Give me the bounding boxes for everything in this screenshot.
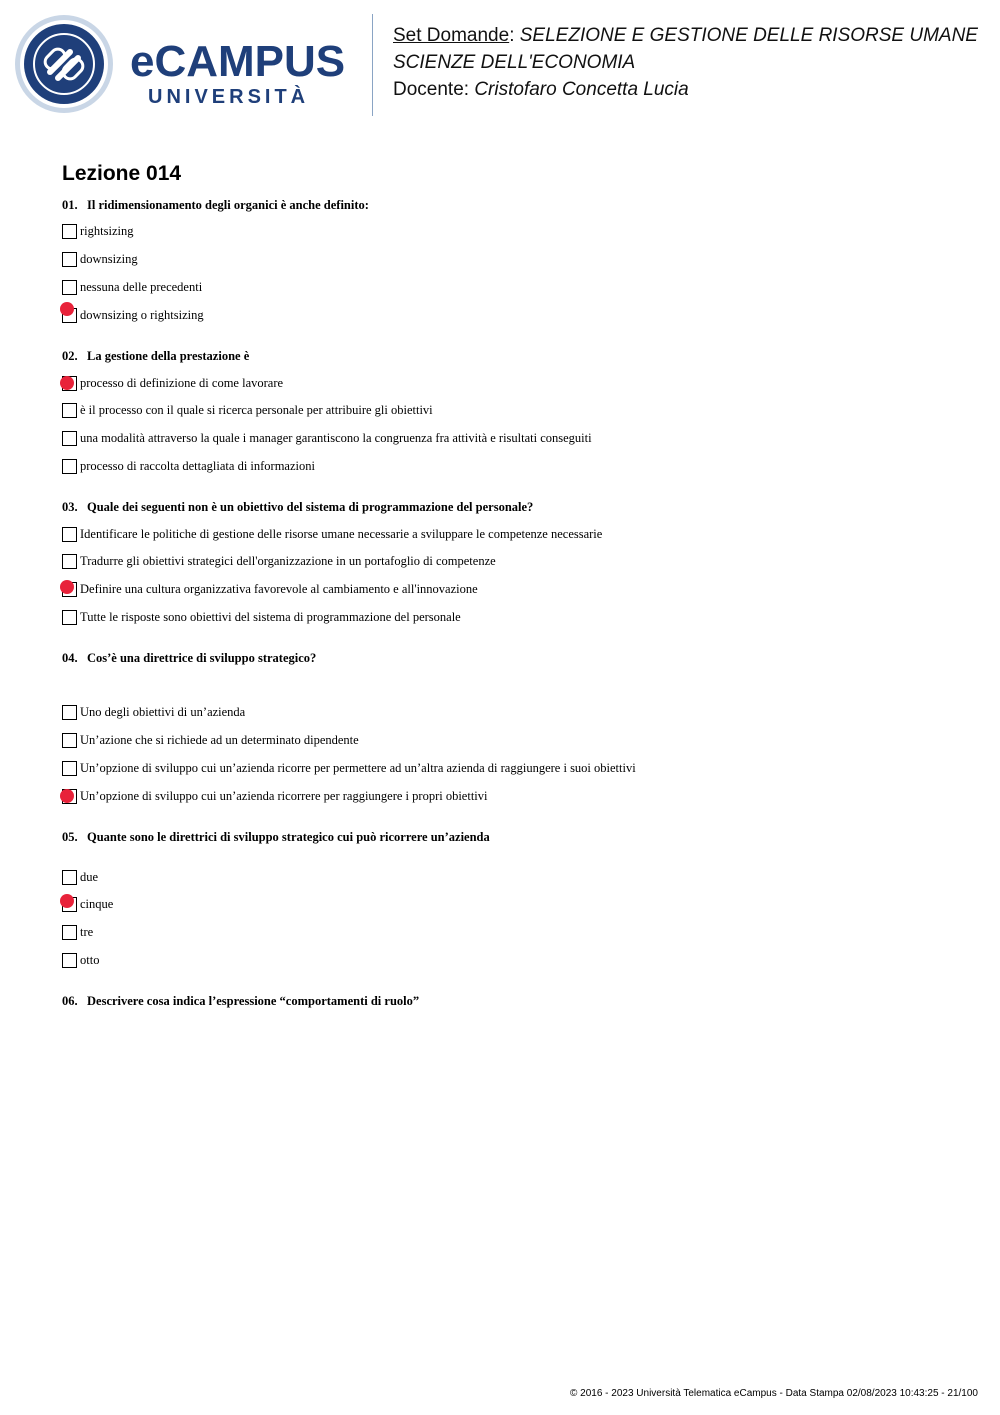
set-sep: : bbox=[509, 25, 520, 46]
question-text: 06. Descrivere cosa indica l’espressione “comportamenti di ruolo” bbox=[62, 994, 420, 1008]
option-label: tre bbox=[80, 925, 94, 939]
question-02 bbox=[62, 348, 249, 364]
checkbox[interactable] bbox=[62, 705, 77, 720]
checkbox[interactable] bbox=[62, 761, 77, 776]
lesson-title: Lezione 014 bbox=[62, 162, 182, 185]
question-06 bbox=[62, 993, 419, 1009]
question-text: 03. Quale dei seguenti non è un obiettivo del sistema di programmazione del personale? bbox=[62, 500, 534, 514]
question-04 bbox=[62, 650, 316, 666]
option-label: processo di definizione di come lavorare bbox=[80, 376, 284, 390]
checkbox[interactable] bbox=[62, 224, 77, 239]
checkbox[interactable] bbox=[62, 925, 77, 940]
option-label: Tutte le risposte sono obiettivi del sistema di programmazione del personale bbox=[80, 610, 461, 624]
checkbox[interactable] bbox=[62, 610, 77, 625]
option-label: Tradurre gli obiettivi strategici dell'organizzazione in un portafoglio di competenze bbox=[80, 554, 496, 568]
page-footer: © 2016 - 2023 Università Telematica eCampus - Data Stampa 02/08/2023 10:43:25 - 21/100 bbox=[570, 1388, 978, 1399]
option-label: nessuna delle precedenti bbox=[80, 280, 203, 294]
question-03 bbox=[62, 499, 533, 515]
checkbox[interactable] bbox=[62, 280, 77, 295]
selected-marker-icon bbox=[60, 894, 74, 908]
checkbox[interactable] bbox=[62, 459, 77, 474]
question-text: 02. La gestione della prestazione è bbox=[62, 349, 250, 363]
docente-value: Cristofaro Concetta Lucia bbox=[474, 79, 689, 100]
selected-marker-icon bbox=[60, 376, 74, 390]
ecampus-logo-seal-icon bbox=[14, 14, 114, 114]
question-text: 04. Cos’è una direttrice di sviluppo strategico? bbox=[62, 651, 317, 665]
selected-marker-icon bbox=[60, 580, 74, 594]
option-label: Identificare le politiche di gestione delle risorse umane necessarie a sviluppare le competenze necessarie bbox=[80, 527, 603, 541]
checkbox[interactable] bbox=[62, 527, 77, 542]
option-label: Definire una cultura organizzativa favorevole al cambiamento e all'innovazione bbox=[80, 582, 478, 596]
brand-sub: UNIVERSITÀ bbox=[148, 86, 310, 108]
option-label: una modalità attraverso la quale i manager garantiscono la congruenza fra attività e risultati conseguiti bbox=[80, 431, 592, 445]
option-label: Un’opzione di sviluppo cui un’azienda ricorre per permettere ad un’altra azienda di raggiungere i suoi obiettivi bbox=[80, 761, 636, 775]
option-label: otto bbox=[80, 953, 100, 967]
option-label: è il processo con il quale si ricerca personale per attribuire gli obiettivi bbox=[80, 403, 433, 417]
option-label: rightsizing bbox=[80, 224, 134, 238]
question-text: 05. Quante sono le direttrici di sviluppo strategico cui può ricorrere un’azienda bbox=[62, 830, 490, 844]
brand-name: eCAMPUS bbox=[130, 37, 346, 86]
checkbox[interactable] bbox=[62, 431, 77, 446]
checkbox[interactable] bbox=[62, 953, 77, 968]
question-text: 01. Il ridimensionamento degli organici è anche definito: bbox=[62, 198, 369, 212]
set-label: Set Domande bbox=[393, 25, 510, 46]
selected-marker-icon bbox=[60, 302, 74, 316]
option-label: Uno degli obiettivi di un’azienda bbox=[80, 705, 246, 719]
checkbox[interactable] bbox=[62, 403, 77, 418]
docente-label: Docente: bbox=[393, 79, 475, 100]
course-name: SCIENZE DELL'ECONOMIA bbox=[393, 52, 636, 73]
checkbox[interactable] bbox=[62, 733, 77, 748]
header-info bbox=[393, 22, 978, 103]
question-05 bbox=[62, 829, 490, 845]
checkbox[interactable] bbox=[62, 252, 77, 267]
brand bbox=[130, 37, 346, 109]
option-label: downsizing bbox=[80, 252, 138, 266]
header-divider bbox=[372, 14, 373, 116]
checkbox[interactable] bbox=[62, 870, 77, 885]
option-label: Un’opzione di sviluppo cui un’azienda ricorrere per raggiungere i propri obiettivi bbox=[80, 789, 488, 803]
set-value: SELEZIONE E GESTIONE DELLE RISORSE UMANE bbox=[519, 25, 978, 46]
option-label: Un’azione che si richiede ad un determinato dipendente bbox=[80, 733, 359, 747]
selected-marker-icon bbox=[60, 789, 74, 803]
checkbox[interactable] bbox=[62, 554, 77, 569]
question-01 bbox=[62, 197, 369, 213]
option-label: processo di raccolta dettagliata di informazioni bbox=[80, 459, 315, 473]
option-label: downsizing o rightsizing bbox=[80, 308, 204, 322]
option-label: due bbox=[80, 870, 99, 884]
option-label: cinque bbox=[80, 897, 114, 911]
